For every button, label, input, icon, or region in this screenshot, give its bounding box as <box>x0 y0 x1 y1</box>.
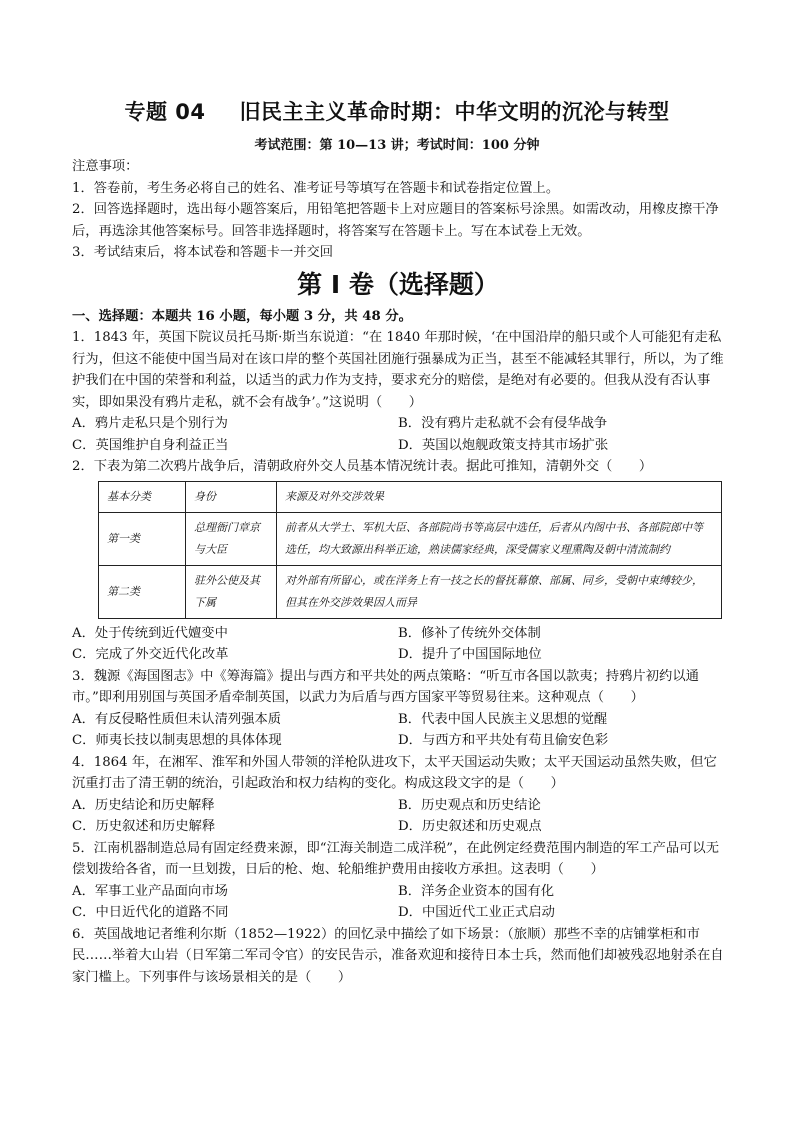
question-stem: 3．魏源《海国图志》中《筹海篇》提出与西方和平共处的两点策略：“听互市各国以款夷；持鸦片初约以通市。”即利用别国与英国矛盾牵制英国，以武力为后盾与西方国家平等贸易往来。这种观点（ ） <box>72 668 699 705</box>
diplomat-table <box>98 481 722 619</box>
exam-scope: 考试范围：第 10—13 讲；考试时间：100 分钟 <box>254 138 540 153</box>
option-d: D．与西方和平共处有苟且偷安色彩 <box>398 733 609 748</box>
question-options <box>72 623 724 666</box>
question-options <box>72 795 724 838</box>
question-options <box>72 709 724 752</box>
option-a: A．处于传统到近代嬗变中 <box>72 625 228 641</box>
table-header-row <box>99 481 722 512</box>
section-title: 第 I 卷（选择题） <box>297 269 499 299</box>
option-a: A．军事工业产品面向市场 <box>72 883 228 899</box>
question-options <box>72 881 724 924</box>
option-c: C．完成了外交近代化改革 <box>72 647 229 662</box>
table-cell: 第二类 <box>99 565 186 618</box>
option-c: C．英国维护自身利益正当 <box>72 437 229 453</box>
table-row <box>99 565 722 618</box>
table-cell: 前者从大学士、军机大臣、各部院尚书等高层中选任，后者从内阁中书、各部院郎中等选任，均大致源出科举正途，熟读儒家经典，深受儒家义理熏陶及朝中清流制约 <box>277 512 722 565</box>
option-c: C．师夷长技以制夷思想的具体体现 <box>72 733 282 748</box>
table-header: 基本分类 <box>99 481 186 512</box>
note-item: 1．答卷前，考生务必将自己的姓名、准考证号等填写在答题卡和试卷指定位置上。 <box>72 180 560 196</box>
note-item: 3．考试结束后，将本试卷和答题卡一并交回 <box>72 245 334 260</box>
table-cell: 驻外公使及其下属 <box>186 565 277 618</box>
option-b: B．历史观点和历史结论 <box>398 797 541 813</box>
option-d: D．历史叙述和历史观点 <box>398 819 542 834</box>
section-instruction: 一、选择题：本题共 16 小题，每小题 3 分，共 48 分。 <box>72 308 412 324</box>
table-cell: 对外部有所留心，或在洋务上有一技之长的督抚幕僚、部属、同乡，受朝中束缚较少，但其在外交涉效果因人而异 <box>277 565 722 618</box>
exam-body <box>72 156 724 988</box>
option-b: B．洋务企业资本的国有化 <box>398 883 555 899</box>
question-stem: 4．1864 年，在湘军、淮军和外国人带领的洋枪队进攻下，太平天国运动失败；太平天国运动虽然失败，但它沉重打击了清王朝的统治，引起政治和权力结构的变化。构成这段文字的是（ ） <box>72 754 717 791</box>
question-options <box>72 413 724 456</box>
option-c: C．历史叙述和历史解释 <box>72 819 216 834</box>
option-a: A．历史结论和历史解释 <box>72 797 215 813</box>
option-b: B．没有鸦片走私就不会有侵华战争 <box>398 416 608 431</box>
option-d: D．英国以炮舰政策支持其市场扩张 <box>398 437 609 453</box>
option-c: C．中日近代化的道路不同 <box>72 905 229 920</box>
title-topic-name: 旧民主主义革命时期：中华文明的沉沦与转型 <box>239 100 670 124</box>
table-row <box>99 512 722 565</box>
page-title <box>0 96 794 126</box>
question-stem: 1．1843 年，英国下院议员托马斯·斯当东说道：“在 1840 年那时候，‘在中国沿岸的船只或个人可能犯有走私行为，但这不能使中国当局对在该口岸的整个英国社团施行强暴成为正当，甚至不能减轻其罪行，所以，为了维护我们在中国的荣誉和利益，以适当的武力作为支持，要求充分的赔偿，是绝对有必要的。但我从没有否认事实，即如果没有鸦片走私，就不会有战争’。”这说明（ ） <box>72 330 724 410</box>
question-stem: 5．江南机器制造总局有固定经费来源，即“江海关制造二成洋税”，在此例定经费范围内制造的军工产品可以无偿划拨给各省，而一旦划拨，日后的枪、炮、轮船维护费用由接收方承担。这表明（ ） <box>72 840 720 877</box>
table-header: 身份 <box>186 481 277 512</box>
table-cell: 第一类 <box>99 512 186 565</box>
option-a: A．有反侵略性质但未认清列强本质 <box>72 711 282 727</box>
option-d: D．中国近代工业正式启动 <box>398 905 555 920</box>
option-b: B．代表中国人民族主义思想的觉醒 <box>398 711 608 727</box>
table-header: 来源及对外交涉效果 <box>277 481 722 512</box>
question-stem: 6．英国战地记者维利尔斯（1852—1922）的回忆录中描绘了如下场景：（旅顺）那些不幸的店铺掌柜和市民……举着大山岩（日军第二军司令官）的安民告示，准备欢迎和接待日本士兵，然而他们却被残忍地射杀在自家门槛上。下列事件与该场景相关的是（ ） <box>72 926 724 985</box>
table-cell: 总理衙门章京与大臣 <box>186 512 277 565</box>
notes-heading: 注意事项： <box>72 159 139 174</box>
option-a: A．鸦片走私只是个别行为 <box>72 416 228 431</box>
note-item: 2．回答选择题时，选出每小题答案后，用铅笔把答题卡上对应题目的答案标号涂黑。如需改动，用橡皮擦干净后，再选涂其他答案标号。回答非选择题时，将答案写在答题卡上。写在本试卷上无效。 <box>72 202 719 239</box>
option-d: D．提升了中国国际地位 <box>398 647 542 662</box>
question-stem: 2．下表为第二次鸦片战争后，清朝政府外交人员基本情况统计表。据此可推知，清朝外交（ ） <box>72 459 653 474</box>
option-b: B．修补了传统外交体制 <box>398 625 541 641</box>
title-topic-number: 专题 04 <box>124 100 206 124</box>
